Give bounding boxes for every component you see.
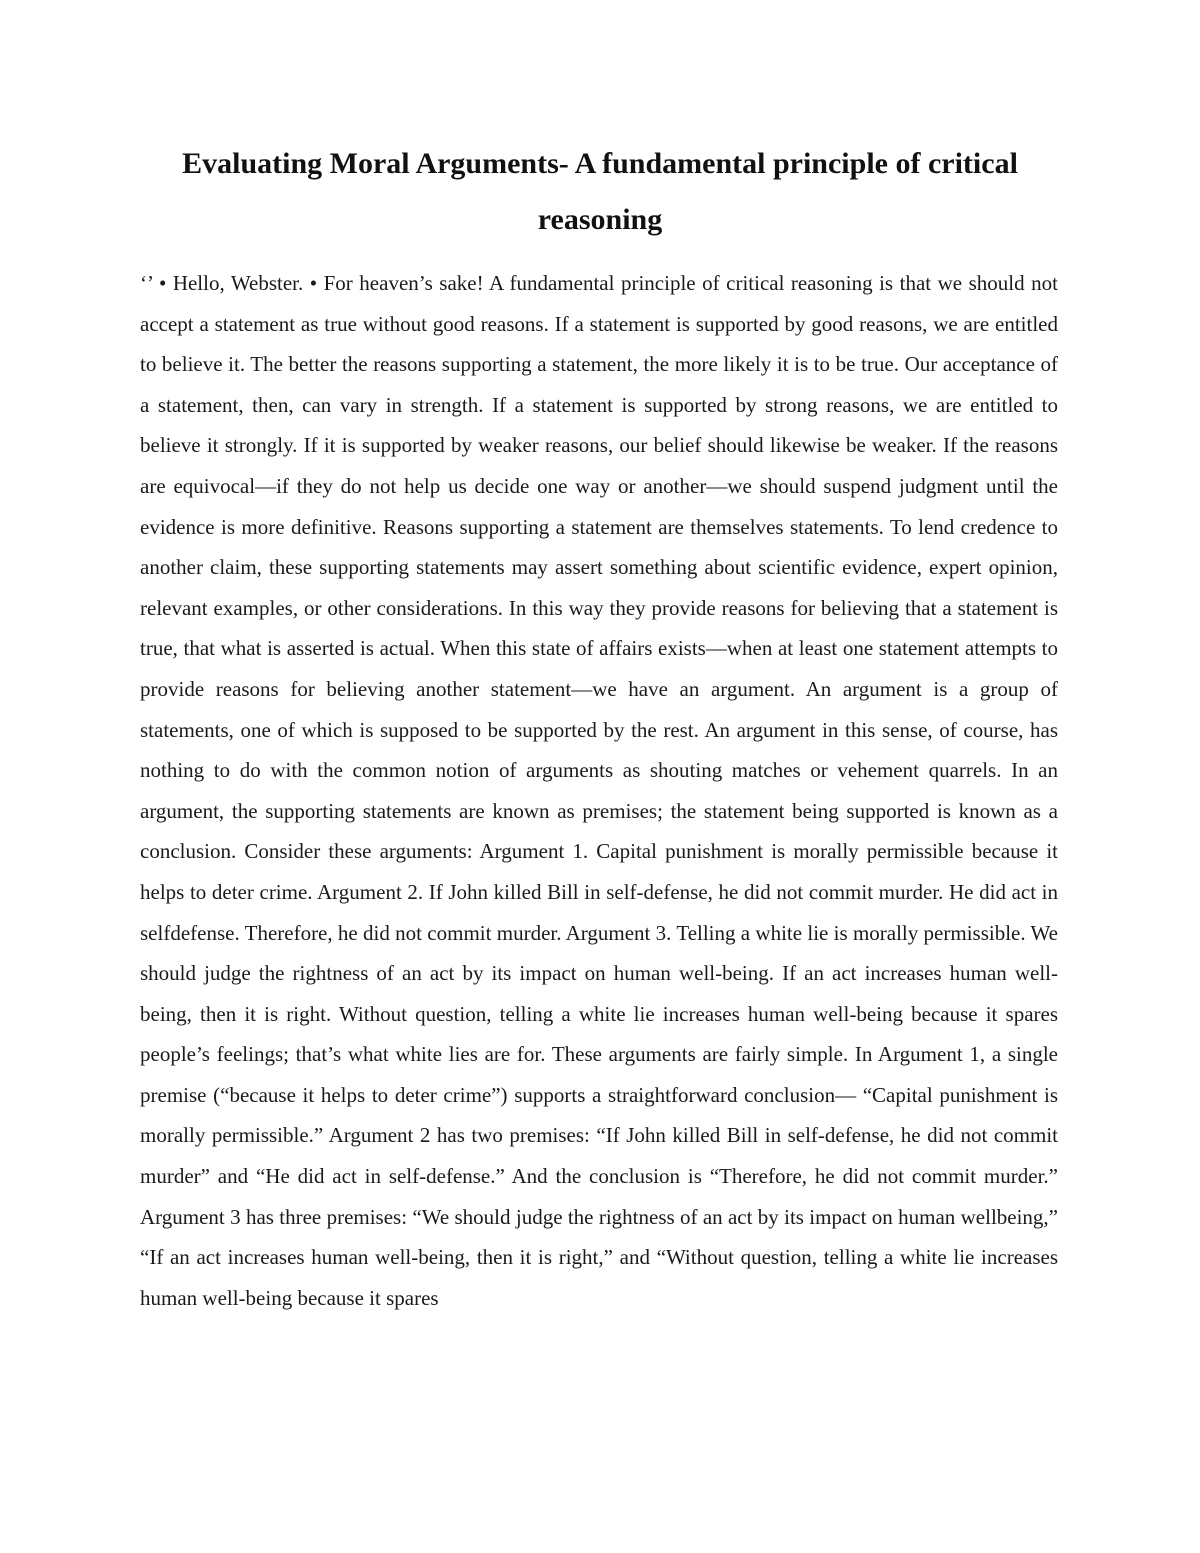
document-title: Evaluating Moral Arguments- A fundamental principle of critical reasoning [182, 147, 1018, 236]
document-body-paragraph: ‘’ • Hello, Webster. • For heaven’s sake! A fundamental principle of critical reasoning is that we should not accept a statement as true without good reasons. If a statement is supported by good reasons, we are entitled to believe it. The better the reasons supporting a statement, the more likely it is to be true. Our acceptance of a statement, then, can vary in strength. If a statement is supported by strong reasons, we are entitled to believe it strongly. If it is supported by weaker reasons, our belief should likewise be weaker. If the reasons are equivocal—if they do not help us decide one way or another—we should suspend judgment until the evidence is more definitive. Reasons supporting a statement are themselves statements. To lend credence to another claim, these supporting statements may assert something about scientific evidence, expert opinion, relevant examples, or other considerations. In this way they provide reasons for believing that a statement is true, that what is asserted is actual. When this state of affairs exists—when at least one statement attempts to provide reasons for believing another statement—we have an argument. An argument is a group of statements, one of which is supposed to be supported by the rest. An argument in this sense, of course, has nothing to do with the common notion of arguments as shouting matches or vehement quarrels. In an argument, the supporting statements are known as premises; the statement being supported is known as a conclusion. Consider these arguments: Argument 1. Capital punishment is morally permissible because it helps to deter crime. Argument 2. If John killed Bill in self-defense, he did not commit murder. He did act in selfdefense. Therefore, he did not commit murder. Argument 3. Telling a white lie is morally permissible. We should judge the rightness of an act by its impact on human well-being. If an act increases human well-being, then it is right. Without question, telling a white lie increases human well-being because it spares people’s feelings; that’s what white lies are for. These arguments are fairly simple. In Argument 1, a single premise (“because it helps to deter crime”) supports a straightforward conclusion— “Capital punishment is morally permissible.” Argument 2 has two premises: “If John killed Bill in self-defense, he did not commit murder” and “He did act in self-defense.” And the conclusion is “Therefore, he did not commit murder.” Argument 3 has three premises: “We should judge the rightness of an act by its impact on human wellbeing,” “If an act increases human well-being, then it is right,” and “Without question, telling a white lie increases human well-being because it spares [140, 271, 1058, 1310]
